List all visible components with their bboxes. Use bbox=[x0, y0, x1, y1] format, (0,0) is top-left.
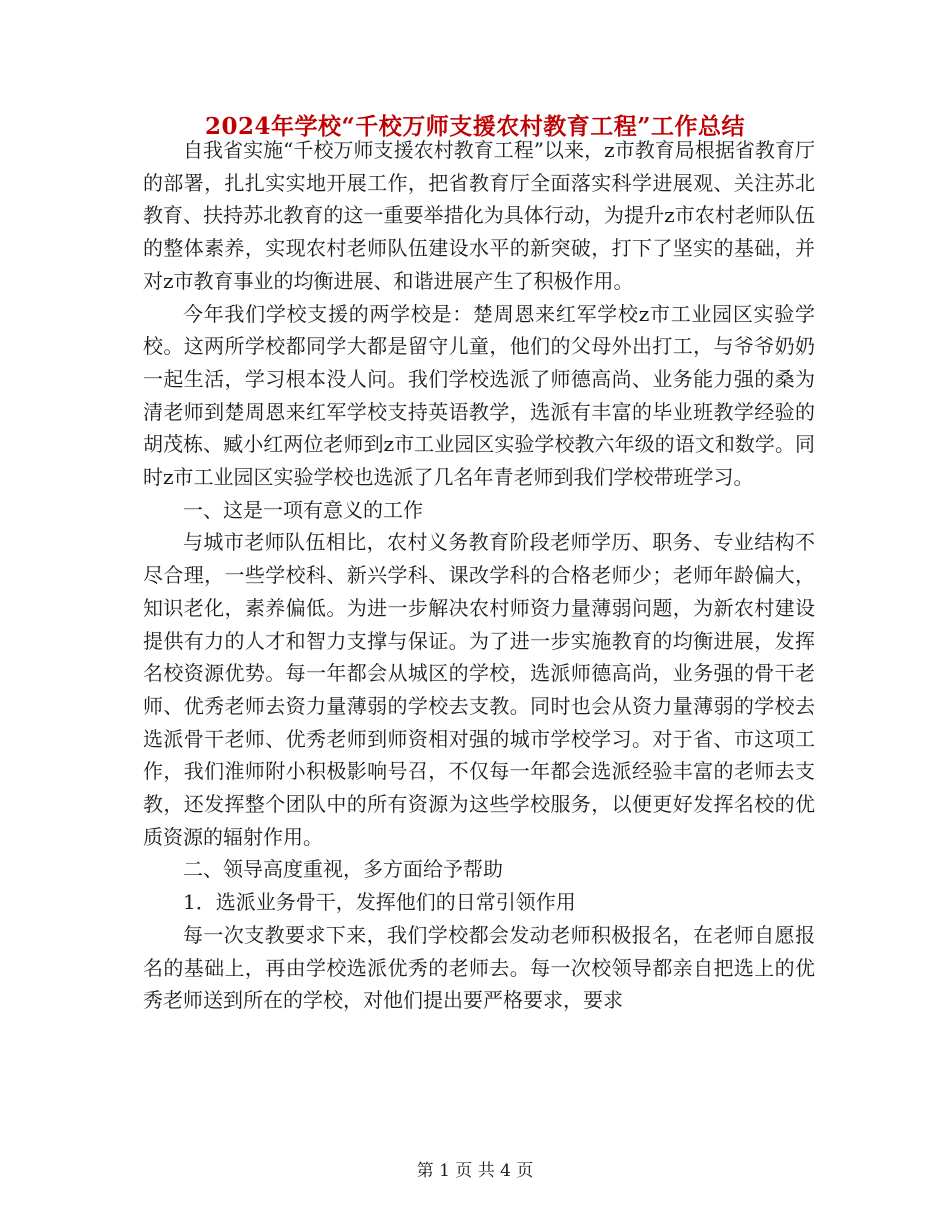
paragraph-selection: 每一次支教要求下来，我们学校都会发动老师积极报名，在老师自愿报名的基础上，再由学校选派优秀的老师去。每一次校领导都亲自把选上的优秀老师送到所在的学校，对他们提出要严格要求，要求 bbox=[143, 922, 815, 1013]
paragraph-support-schools: 今年我们学校支援的两学校是：楚周恩来红军学校z市工业园区实验学校。这两所学校都同学大都是留守儿童，他们的父母外出打工，与爷爷奶奶一起生活，学习根本没人问。我们学校选派了师德高尚、业务能力强的桑为清老师到楚周恩来红军学校支持英语教学，选派有丰富的毕业班教学经验的胡茂栋、臧小红两位老师到z市工业园区实验学校教六年级的语文和数学。同时z市工业园区实验学校也选派了几名年青老师到我们学校带班学习。 bbox=[143, 301, 815, 490]
section-heading-1: 一、这是一项有意义的工作 bbox=[183, 497, 423, 522]
document-title: 2024年学校“千校万师支援农村教育工程”工作总结 bbox=[205, 113, 745, 140]
section-heading-2: 二、领导高度重视，多方面给予帮助 bbox=[183, 857, 503, 882]
paragraph-significance: 与城市老师队伍相比，农村义务教育阶段老师学历、职务、专业结构不尽合理，一些学校科、新兴学科、课改学科的合格老师少；老师年龄偏大，知识老化，素养偏低。为进一步解决农村师资力量薄弱问题，为新农村建设提供有力的人才和智力支撑与保证。为了进一步实施教育的均衡进展，发挥名校资源优势。每一年都会从城区的学校，选派师德高尚，业务强的骨干老师、优秀老师去资力量薄弱的学校去支教。同时也会从资力量薄弱的学校去选派骨干老师、优秀老师到师资相对强的城市学校学习。对于省、市这项工作，我们淮师附小积极影响号召，不仅每一年都会选派经验丰富的老师去支教，还发挥整个团队中的所有资源为这些学校服务，以便更好发挥名校的优质资源的辐射作用。 bbox=[143, 530, 815, 849]
subsection-heading-1: 1．选派业务骨干，发挥他们的日常引领作用 bbox=[183, 890, 576, 915]
document-body bbox=[143, 134, 815, 1017]
page-number-footer: 第 1 页 共 4 页 bbox=[416, 1161, 534, 1181]
paragraph-intro: 自我省实施“千校万师支援农村教育工程”以来，z市教育局根据省教育厅的部署，扎扎实实地开展工作，把省教育厅全面落实科学进展观、关注苏北教育、扶持苏北教育的这一重要举措化为具体行动，为提升z市农村老师队伍的整体素养，实现农村老师队伍建设水平的新突破，打下了坚实的基础，并对z市教育事业的均衡进展、和谐进展产生了积极作用。 bbox=[143, 138, 815, 293]
